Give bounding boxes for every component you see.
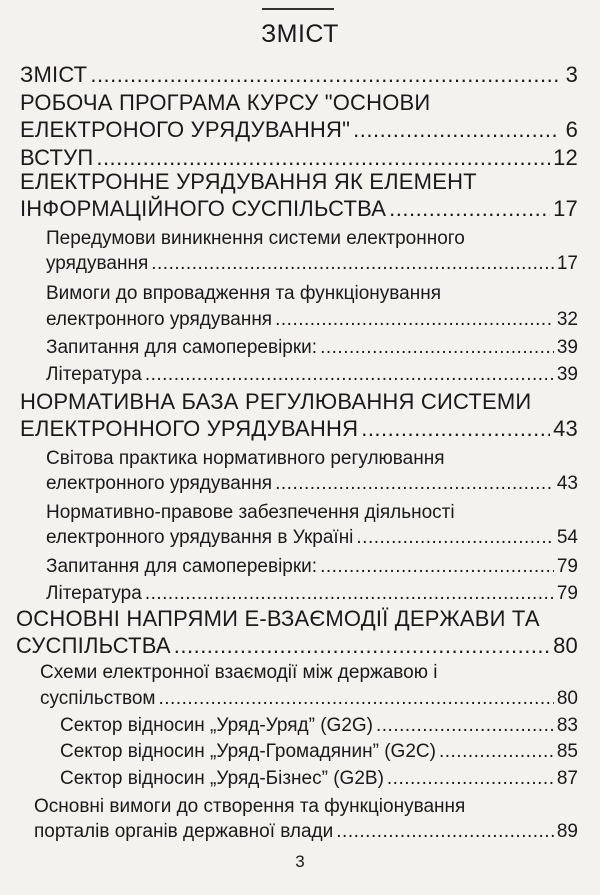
toc-entry[interactable] [46,583,578,605]
toc-leader-dots [145,364,554,386]
toc-leader-dots [353,117,559,143]
toc-entry[interactable] [20,62,578,88]
toc-entry-title: СУСПІЛЬСТВА [16,633,171,658]
toc-entry[interactable] [20,416,578,442]
toc-page-number: 39 [556,364,578,385]
toc-entry[interactable] [16,633,578,659]
toc-leader-dots [96,145,550,171]
toc-entry-title: ІНФОРМАЦІЙНОГО СУСПІЛЬСТВА [20,196,387,221]
toc-leader-dots [389,196,550,222]
toc-leader-dots [376,715,554,737]
toc-entry-line: ЕЛЕКТРОННЕ УРЯДУВАННЯ ЯК ЕЛЕМЕНТ [20,169,477,194]
toc-page-number: 83 [556,715,578,736]
toc-leader-dots [145,583,554,605]
toc-entry-title: порталів органів державної влади [34,821,334,842]
toc-page-number: 79 [556,583,578,604]
toc-page-number: 80 [553,633,578,658]
toc-entry-title: електронного урядування в Україні [46,527,354,548]
toc-page-number: 79 [556,556,578,577]
toc-entry[interactable] [20,145,578,171]
toc-leader-dots [90,62,559,88]
toc-leader-dots [151,253,554,275]
toc-entry[interactable] [46,309,578,331]
toc-entry-title: суспільством [40,688,156,709]
toc-leader-dots [320,556,554,578]
toc-page-number: 6 [565,117,578,142]
toc-entry[interactable] [34,821,578,843]
toc-leader-dots [320,337,554,359]
toc-entry-line: ОСНОВНІ НАПРЯМИ Е-ВЗАЄМОДІЇ ДЕРЖАВИ ТА [16,606,540,631]
toc-entry-title: Література [46,364,142,385]
toc-entry-title: ЕЛЕКТРОННОГО УРЯДУВАННЯ [20,416,359,441]
toc-entry-line: НОРМАТИВНА БАЗА РЕГУЛЮВАННЯ СИСТЕМИ [20,389,532,414]
toc-page-number: 89 [556,821,578,842]
toc-entry[interactable] [46,527,578,549]
toc-entry-title: ВСТУП [20,145,94,170]
toc-entry-title: електронного урядування [46,309,273,330]
toc-entry[interactable] [60,741,578,763]
top-rule [262,8,334,10]
toc-entry-title: ЗМІСТ [20,62,88,87]
toc-entry-title: урядування [46,253,149,274]
toc-entry[interactable] [46,473,578,495]
toc-entry[interactable] [46,364,578,386]
toc-leader-dots [275,309,554,331]
toc-leader-dots [159,688,554,710]
toc-leader-dots [361,416,550,442]
toc-page-number: 43 [553,416,578,441]
toc-page-number: 85 [556,741,578,762]
toc-entry-line: РОБОЧА ПРОГРАМА КУРСУ "ОСНОВИ [20,90,431,115]
toc-entry-title: Запитання для самоперевірки: [46,556,318,577]
toc-entry[interactable] [46,556,578,578]
toc-leader-dots [387,768,554,790]
toc-page-number: 43 [556,473,578,494]
toc-entry-line: Світова практика нормативного регулювання [46,448,445,469]
toc-entry-title: ЕЛЕКТРОНОГО УРЯДУВАННЯ" [20,117,351,142]
toc-entry[interactable] [46,253,578,275]
toc-entry-title: Запитання для самоперевірки: [46,337,318,358]
toc-entry-title: Сектор відносин „Уряд-Уряд” (G2G) [60,715,373,736]
toc-entry-title: Сектор відносин „Уряд-Бізнес” (G2B) [60,768,384,789]
toc-entry[interactable] [46,337,578,359]
toc-page-number: 3 [565,62,578,87]
page-number: 3 [295,852,305,871]
toc-leader-dots [336,821,554,843]
toc-entry-line: Вимоги до впровадження та функціонування [46,283,441,304]
toc-entry-line: Передумови виникнення системи електронного [46,228,465,249]
toc-entry-line: Нормативно-правове забезпечення діяльності [46,502,455,523]
toc-page-number: 17 [553,196,578,221]
toc-page-number: 39 [556,337,578,358]
toc-entry[interactable] [20,196,578,222]
toc-entry-line: Основні вимоги до створення та функціонування [34,796,466,817]
toc-entry[interactable] [20,117,578,143]
toc-entry-title: Сектор відносин „Уряд-Громадянин” (G2C) [60,741,436,762]
toc-page-number: 12 [553,145,578,170]
toc-page-number: 17 [556,253,578,274]
toc-entry[interactable] [60,768,578,790]
toc-entry-title: електронного урядування [46,473,273,494]
page-title: ЗМІСТ [261,20,339,48]
toc-entry[interactable] [60,715,578,737]
toc-leader-dots [439,741,554,763]
toc-page-number: 54 [556,527,578,548]
toc-entry-title: Література [46,583,142,604]
toc-page-number: 80 [556,688,578,709]
toc-entry[interactable] [40,688,578,710]
toc-page-number: 32 [556,309,578,330]
toc-entry-line: Схеми електронної взаємодії між державою і [40,662,438,683]
toc-page-number: 87 [556,768,578,789]
toc-leader-dots [356,527,553,549]
toc-leader-dots [275,473,554,495]
toc-leader-dots [174,633,550,659]
